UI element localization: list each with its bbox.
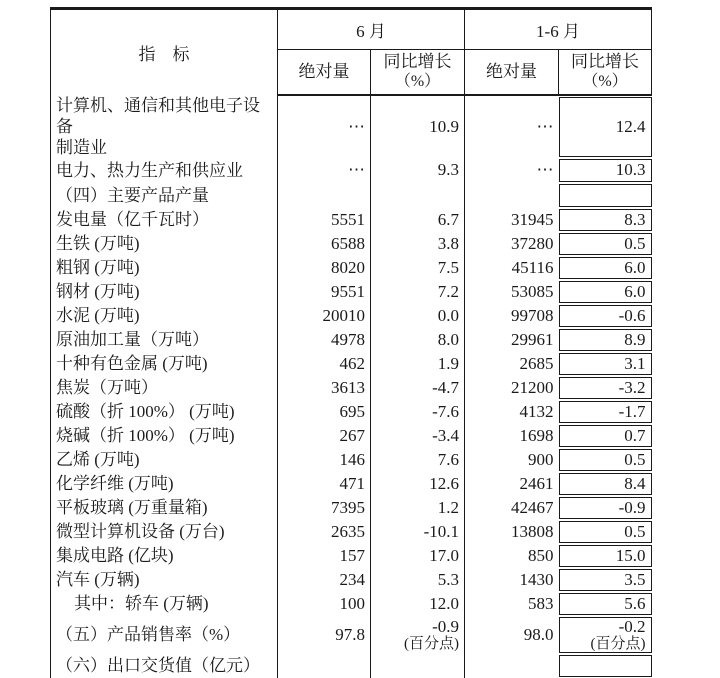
jun-abs-cell — [278, 183, 371, 208]
jun-yoy-cell — [371, 654, 465, 678]
jun-yoy-cell: 6.7 — [371, 208, 465, 232]
table-row — [51, 183, 652, 208]
h1-yoy-box — [559, 569, 652, 591]
jun-abs-cell: 8020 — [278, 256, 371, 280]
header-june-absolute: 绝对量 — [278, 50, 371, 95]
h1-abs-cell: 2685 — [519, 353, 554, 373]
h1-abs-cell: 45116 — [511, 257, 554, 277]
table-row — [51, 256, 652, 280]
h1-yoy-value: 15.0 — [615, 545, 646, 565]
h1-abs-cell: 1698 — [519, 425, 554, 445]
h1-yoy-box — [559, 473, 652, 495]
h1-yoy-cell — [559, 352, 652, 376]
jun-yoy-cell: -3.4 — [371, 424, 465, 448]
h1-yoy-cell — [559, 208, 652, 232]
h1-abs-cell: 900 — [528, 449, 554, 469]
jun-abs-cell: ⋯ — [278, 158, 371, 183]
h1-yoy-box — [559, 257, 652, 279]
h1-abs-cell — [465, 654, 559, 678]
h1-yoy-value: 3.1 — [624, 353, 646, 373]
h1-yoy-cell — [559, 496, 652, 520]
table-row — [51, 95, 652, 158]
h1-yoy-value: 6.0 — [624, 257, 646, 277]
h1-yoy-cell — [559, 256, 652, 280]
yoy-label: 同比增长 — [383, 52, 452, 72]
industrial-output-table — [50, 7, 652, 678]
indicator-cell: （六）出口交货值（亿元） — [51, 654, 278, 678]
table-row — [51, 280, 652, 304]
indicator-cell: 电力、热力生产和供应业 — [51, 158, 278, 183]
h1-yoy-cell — [559, 304, 652, 328]
jun-yoy-cell: 10.9 — [371, 95, 465, 158]
h1-abs-cell: ⋯ — [536, 160, 554, 179]
h1-yoy-box — [559, 233, 652, 255]
h1-abs-cell: ⋯ — [536, 116, 554, 136]
h1-yoy-value: 5.6 — [624, 593, 646, 613]
jun-yoy-cell: 7.2 — [371, 280, 465, 304]
jun-abs-cell: 234 — [278, 568, 371, 592]
indicator-cell: 乙烯 (万吨) — [51, 448, 278, 472]
h1-yoy-cell — [559, 424, 652, 448]
jun-yoy-cell: 7.5 — [371, 256, 465, 280]
h1-yoy-box — [559, 449, 652, 471]
h1-abs-cell: 99708 — [511, 305, 554, 325]
table-row — [51, 328, 652, 352]
h1-abs-cell: 29961 — [511, 329, 554, 349]
indicator-cell: 集成电路 (亿块) — [51, 544, 278, 568]
h1-yoy-value: -3.2 — [618, 377, 646, 397]
h1-yoy-value: 0.7 — [624, 425, 646, 445]
header-june: 6 月 — [278, 9, 465, 50]
h1-yoy-cell — [559, 592, 652, 616]
h1-yoy-cell — [559, 232, 652, 256]
jun-yoy-cell: 8.0 — [371, 328, 465, 352]
h1-yoy-unit: (百分点) — [590, 635, 646, 652]
h1-yoy-value: -0.6 — [618, 305, 646, 325]
indicator-cell: （四）主要产品产量 — [51, 183, 278, 208]
table-row — [51, 376, 652, 400]
h1-yoy-cell — [559, 280, 652, 304]
jun-abs-cell: 157 — [278, 544, 371, 568]
h1-abs-cell: 42467 — [511, 497, 554, 517]
jun-abs-cell: ⋯ — [278, 95, 371, 158]
h1-yoy-value: 3.5 — [624, 569, 646, 589]
jun-yoy-cell: 9.3 — [371, 158, 465, 183]
table-row — [51, 472, 652, 496]
indicator-cell: 硫酸（折 100%） (万吨) — [51, 400, 278, 424]
jun-abs-cell: 100 — [278, 592, 371, 616]
h1-yoy-box — [559, 521, 652, 543]
h1-yoy-box — [559, 209, 652, 231]
jun-abs-cell: 267 — [278, 424, 371, 448]
indicator-cell: 其中：轿车 (万辆) — [51, 592, 278, 616]
indicator-cell: 平板玻璃 (万重量箱) — [51, 496, 278, 520]
h1-abs-cell: 98.0 — [523, 624, 554, 644]
h1-abs-cell: 1430 — [519, 569, 554, 589]
h1-yoy-value: -0.2 — [618, 616, 646, 636]
header-jan-june: 1-6 月 — [465, 9, 652, 50]
jun-abs-cell: 3613 — [278, 376, 371, 400]
h1-yoy-box — [559, 305, 652, 327]
h1-yoy-cell — [559, 328, 652, 352]
h1-yoy-box — [559, 593, 652, 615]
h1-yoy-value: 0.5 — [624, 233, 646, 253]
indicator-cell: 十种有色金属 (万吨) — [51, 352, 278, 376]
jun-yoy-cell: 1.9 — [371, 352, 465, 376]
h1-yoy-value: 0.5 — [624, 449, 646, 469]
h1-yoy-box — [559, 497, 652, 519]
header-indicator: 指 标 — [51, 9, 278, 95]
indicator-line1: 计算机、通信和其他电子设备 — [56, 95, 260, 136]
h1-yoy-cell — [559, 448, 652, 472]
h1-yoy-box — [559, 425, 652, 447]
indicator-cell: 水泥 (万吨) — [51, 304, 278, 328]
indicator-cell: 汽车 (万辆) — [51, 568, 278, 592]
jun-yoy-cell: 17.0 — [371, 544, 465, 568]
h1-yoy-cell — [559, 568, 652, 592]
h1-abs-cell — [465, 183, 559, 208]
jun-yoy-cell: -7.6 — [371, 400, 465, 424]
indicator-cell: 发电量（亿千瓦时） — [51, 208, 278, 232]
jun-abs-cell: 5551 — [278, 208, 371, 232]
h1-yoy-box — [559, 655, 652, 677]
jun-abs-cell: 7395 — [278, 496, 371, 520]
table-row — [51, 208, 652, 232]
table-row — [51, 352, 652, 376]
jun-abs-cell: 20010 — [278, 304, 371, 328]
header-h1-absolute: 绝对量 — [465, 50, 559, 95]
yoy-percent-label: （%） — [394, 73, 441, 91]
jun-abs-cell: 471 — [278, 472, 371, 496]
h1-yoy-cell — [559, 616, 652, 654]
h1-yoy-value: -1.7 — [618, 401, 646, 421]
table-row — [51, 568, 652, 592]
table-row-partial — [51, 654, 652, 678]
table-row — [51, 544, 652, 568]
jun-yoy-cell: 7.6 — [371, 448, 465, 472]
jun-yoy-cell: 12.6 — [371, 472, 465, 496]
indicator-cell: 生铁 (万吨) — [51, 232, 278, 256]
h1-abs-cell: 850 — [528, 545, 554, 565]
header-h1-yoy — [559, 50, 652, 95]
h1-abs-cell: 583 — [528, 593, 554, 613]
jun-abs-cell — [278, 654, 371, 678]
table-row — [51, 592, 652, 616]
jun-yoy-cell — [371, 616, 465, 654]
h1-abs-cell: 21200 — [511, 377, 554, 397]
h1-abs-cell: 4132 — [519, 401, 554, 421]
yoy-label: 同比增长 — [571, 52, 639, 72]
h1-abs-cell: 37280 — [511, 233, 554, 253]
jun-yoy-cell — [371, 183, 465, 208]
h1-yoy-box — [559, 545, 652, 567]
jun-abs-cell: 9551 — [278, 280, 371, 304]
jun-yoy-cell: -4.7 — [371, 376, 465, 400]
jun-abs-cell: 146 — [278, 448, 371, 472]
jun-abs-cell: 2635 — [278, 520, 371, 544]
jun-abs-cell: 462 — [278, 352, 371, 376]
table-row — [51, 232, 652, 256]
h1-yoy-cell — [559, 183, 652, 208]
h1-yoy-cell — [559, 376, 652, 400]
table-row — [51, 400, 652, 424]
indicator-cell: 微型计算机设备 (万台) — [51, 520, 278, 544]
h1-yoy-cell — [559, 544, 652, 568]
h1-yoy-cell — [559, 95, 652, 158]
h1-yoy-cell — [559, 158, 652, 183]
h1-yoy-cell — [559, 520, 652, 544]
h1-yoy-value: 10.3 — [615, 160, 646, 179]
yoy-percent-label: （%） — [582, 73, 628, 91]
indicator-cell: 烧碱（折 100%） (万吨) — [51, 424, 278, 448]
jun-yoy-cell: 3.8 — [371, 232, 465, 256]
header-june-yoy — [371, 50, 465, 95]
table-row — [51, 616, 652, 654]
jun-abs-cell: 695 — [278, 400, 371, 424]
h1-yoy-box — [559, 377, 652, 399]
indicator-cell: （五）产品销售率（%） — [51, 616, 278, 654]
jun-yoy-unit: (百分点) — [404, 635, 459, 652]
indicator-cell: 化学纤维 (万吨) — [51, 472, 278, 496]
indicator-cell: 原油加工量（万吨） — [51, 328, 278, 352]
jun-abs-cell: 4978 — [278, 328, 371, 352]
h1-yoy-box — [559, 281, 652, 303]
h1-yoy-box — [559, 97, 652, 157]
jun-abs-cell: 97.8 — [278, 616, 371, 654]
h1-yoy-value: 8.9 — [624, 329, 646, 349]
jun-abs-cell: 6588 — [278, 232, 371, 256]
jun-yoy-cell: 0.0 — [371, 304, 465, 328]
jun-yoy-cell: 1.2 — [371, 496, 465, 520]
h1-abs-cell: 13808 — [511, 521, 554, 541]
jun-yoy-value: -0.9 — [432, 616, 459, 636]
h1-yoy-value: -0.9 — [618, 497, 646, 517]
h1-yoy-value: 0.5 — [624, 521, 646, 541]
h1-abs-cell: 2461 — [519, 473, 554, 493]
h1-yoy-box — [559, 184, 652, 207]
table-row — [51, 304, 652, 328]
h1-yoy-value: 12.4 — [615, 116, 646, 136]
indicator-cell: 粗钢 (万吨) — [51, 256, 278, 280]
h1-yoy-box — [559, 401, 652, 423]
indicator-cell — [51, 95, 278, 158]
table-row — [51, 496, 652, 520]
h1-yoy-cell — [559, 654, 652, 678]
indicator-line2: 制造业 — [56, 137, 107, 157]
h1-yoy-cell — [559, 400, 652, 424]
h1-yoy-box — [559, 353, 652, 375]
jun-yoy-cell: 12.0 — [371, 592, 465, 616]
header-row-periods — [51, 9, 652, 50]
table-row — [51, 520, 652, 544]
jun-yoy-cell: 5.3 — [371, 568, 465, 592]
h1-yoy-box — [559, 617, 652, 653]
table-row — [51, 448, 652, 472]
h1-yoy-box — [559, 329, 652, 351]
h1-yoy-value: 8.4 — [624, 473, 646, 493]
table-row — [51, 158, 652, 183]
indicator-cell: 焦炭（万吨） — [51, 376, 278, 400]
table-row — [51, 424, 652, 448]
h1-abs-cell: 31945 — [511, 209, 554, 229]
h1-abs-cell: 53085 — [511, 281, 554, 301]
h1-yoy-box — [559, 159, 652, 182]
indicator-cell: 钢材 (万吨) — [51, 280, 278, 304]
h1-yoy-cell — [559, 472, 652, 496]
h1-yoy-value: 8.3 — [624, 209, 646, 229]
h1-yoy-value: 6.0 — [624, 281, 646, 301]
jun-yoy-cell: -10.1 — [371, 520, 465, 544]
